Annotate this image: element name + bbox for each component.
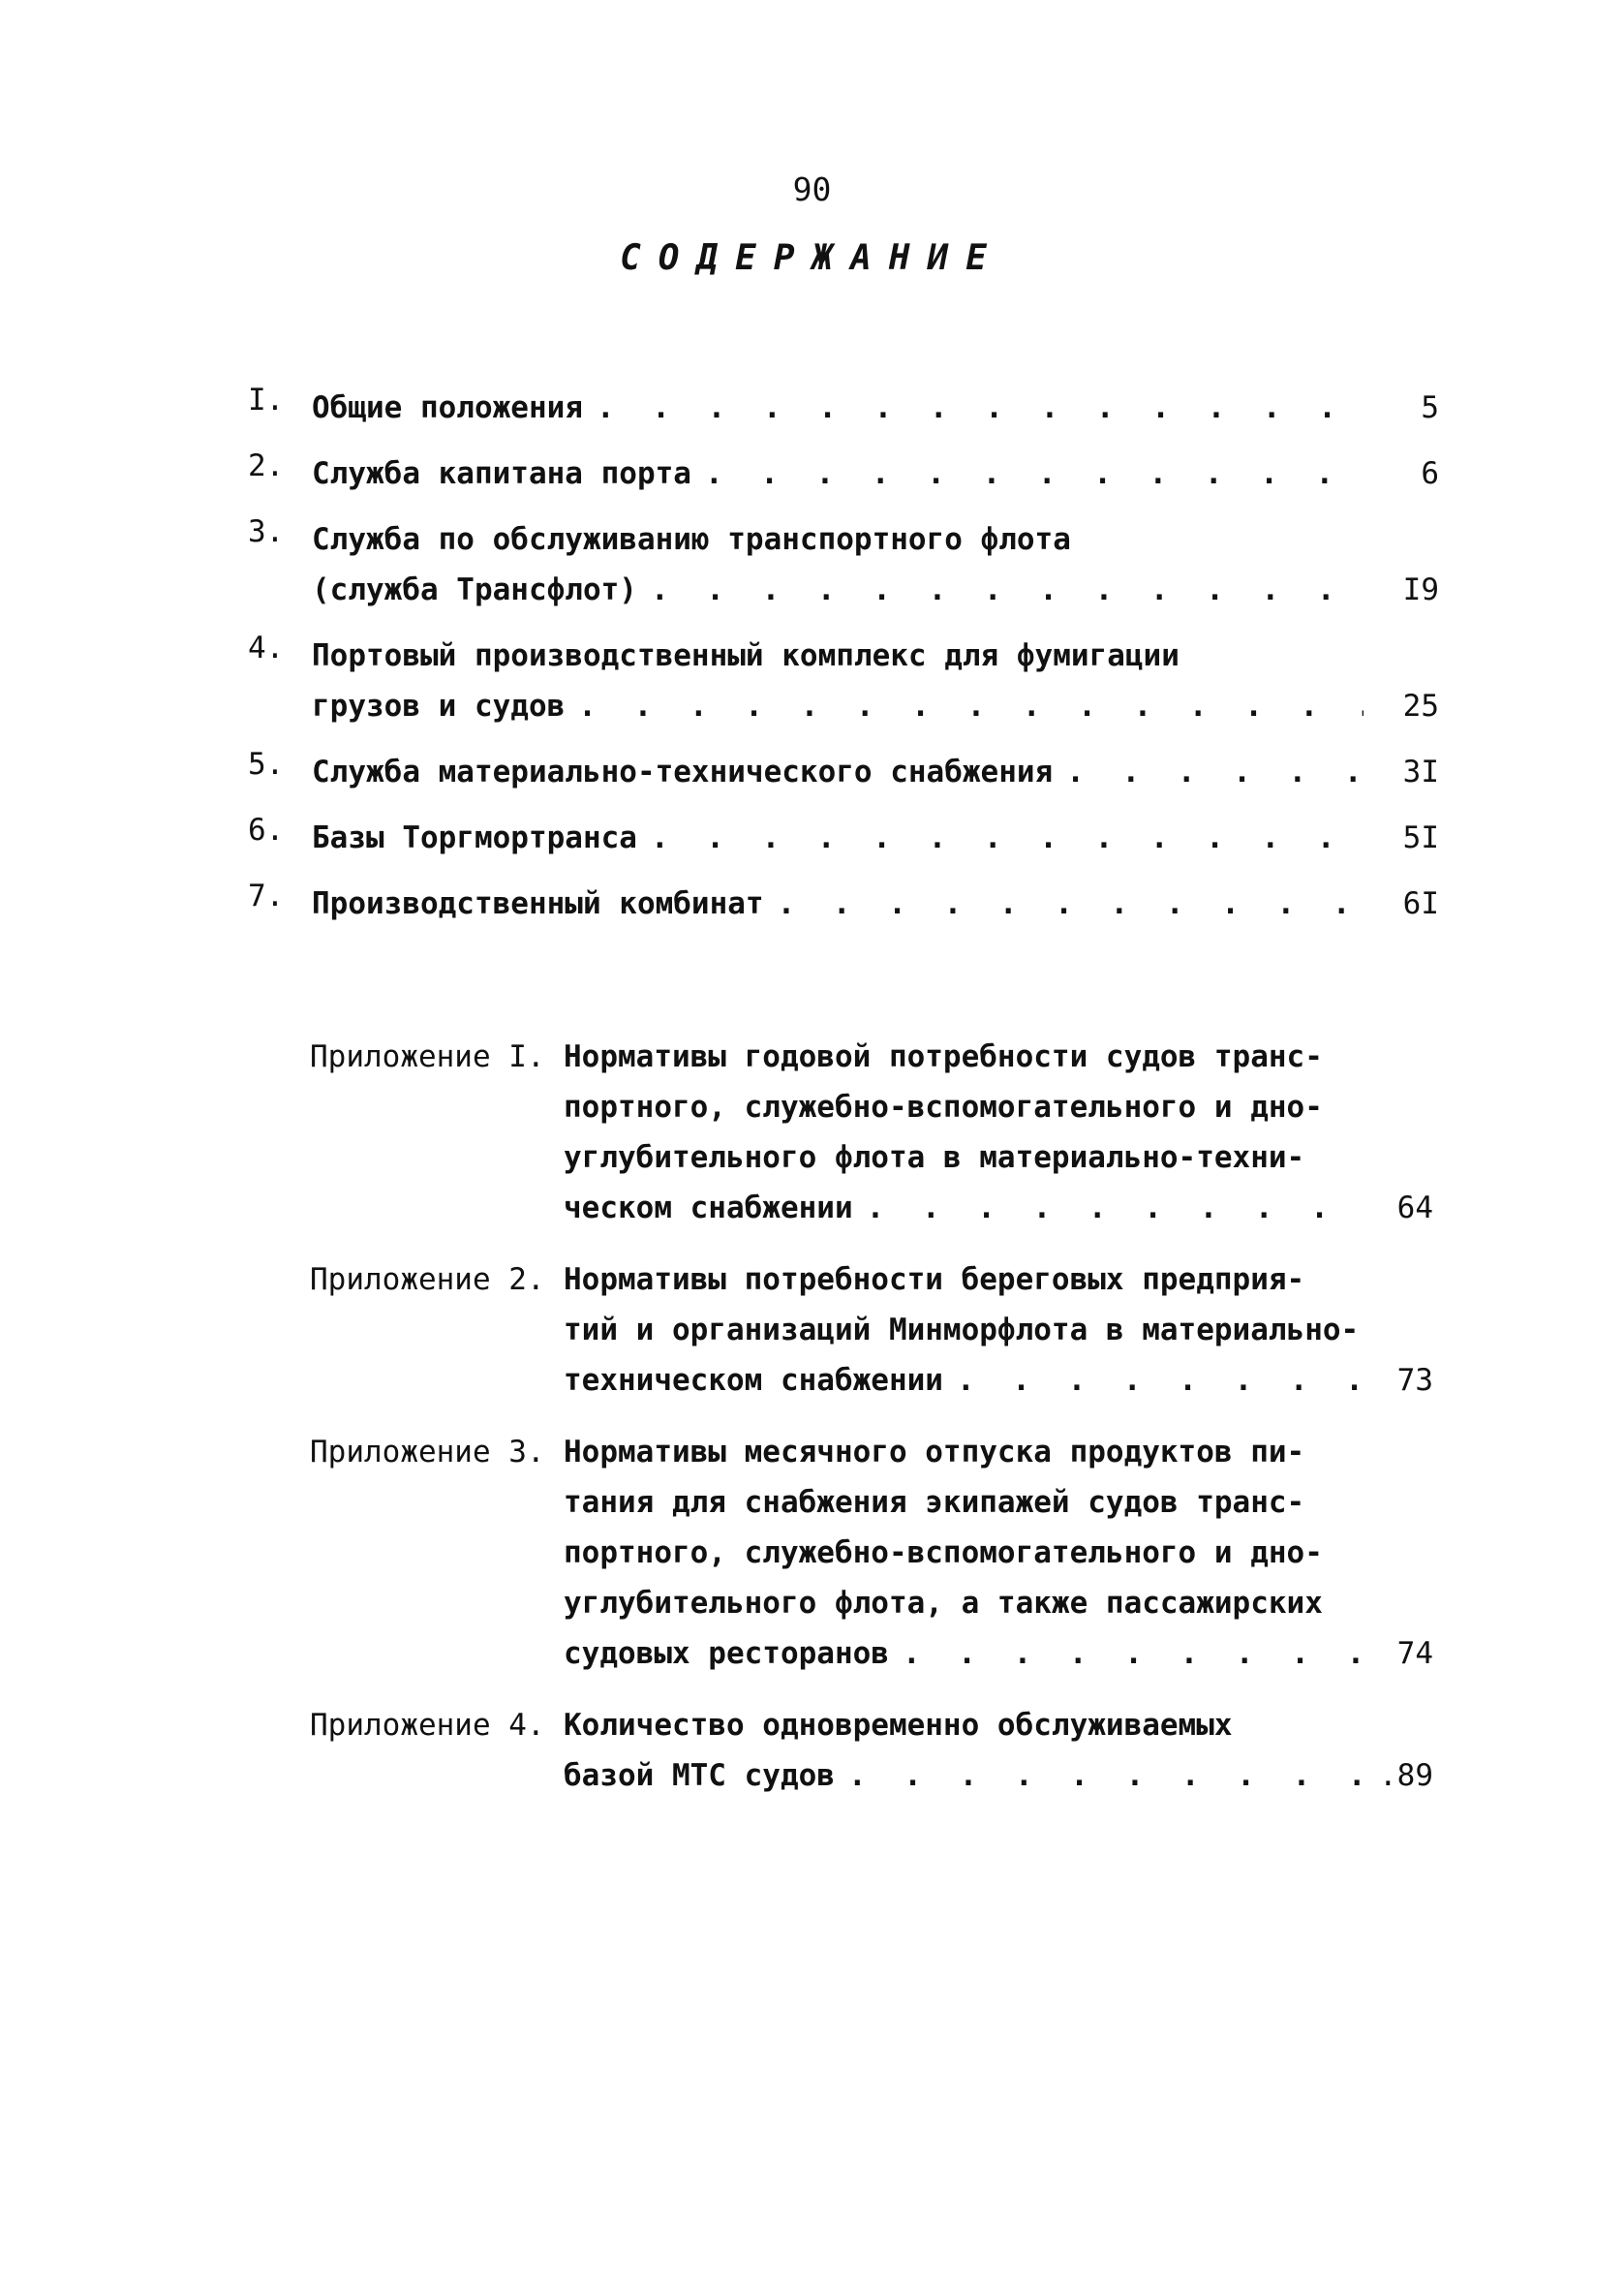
appendix-title-end: базой МТС судов <box>564 1758 835 1793</box>
entry-title: грузов и судов <box>312 689 566 724</box>
appendix-line <box>564 1750 1364 1801</box>
dot-leader <box>867 1183 1364 1233</box>
entry-line: Портовый производственный комплекс для фумигации <box>312 638 1180 673</box>
appendix-line: портного, служебно-вспомогательного и дно- <box>564 1535 1323 1570</box>
appendix-line <box>564 1628 1364 1679</box>
entry-number: 4. <box>248 631 285 665</box>
entry-body <box>312 449 1364 499</box>
appendix-entry-4 <box>310 1700 1433 1801</box>
appendix-line: Нормативы годовой потребности судов транс- <box>564 1039 1323 1074</box>
appendix-title-end: ческом снабжении <box>564 1191 853 1225</box>
dot-leader <box>651 565 1364 615</box>
entry-number: I. <box>248 383 285 418</box>
appendix-body <box>564 1427 1364 1679</box>
dot-leader <box>848 1750 1364 1801</box>
entry-number: 7. <box>248 879 285 913</box>
toc-entry-2 <box>248 449 1439 499</box>
appendix-line: тания для снабжения экипажей судов транс- <box>564 1485 1305 1520</box>
entry-page-number: 25 <box>1402 689 1439 724</box>
entry-page-number: 6 <box>1421 456 1439 491</box>
appendix-line: портного, служебно-вспомогательного и дно- <box>564 1090 1323 1125</box>
appendix-label: Приложение 2. <box>310 1262 545 1297</box>
entry-line <box>312 747 1364 797</box>
entry-page-number: 3I <box>1402 755 1439 789</box>
entry-page-number: 5 <box>1421 390 1439 425</box>
entry-title: Служба материально-технического снабжения <box>312 755 1054 789</box>
toc-main-section <box>248 383 1439 944</box>
entry-line <box>312 449 1364 499</box>
entry-body <box>312 514 1364 615</box>
appendix-body <box>564 1700 1364 1801</box>
dot-leader <box>1066 747 1364 797</box>
page-title: СОДЕРЖАНИЕ <box>620 238 1004 278</box>
entry-body <box>312 747 1364 797</box>
entry-number: 2. <box>248 449 285 483</box>
entry-line <box>312 565 1364 615</box>
entry-body <box>312 879 1364 929</box>
appendix-page-number: 74 <box>1396 1636 1433 1671</box>
appendix-title-end: судовых ресторанов <box>564 1636 889 1671</box>
appendix-title-end: техническом снабжении <box>564 1363 943 1398</box>
dot-leader <box>651 813 1364 863</box>
entry-line <box>312 681 1364 731</box>
entry-title: Базы Торгмортранса <box>312 820 637 855</box>
appendix-label: Приложение I. <box>310 1039 545 1074</box>
appendix-label: Приложение 4. <box>310 1708 545 1743</box>
appendix-page-number: 73 <box>1396 1363 1433 1398</box>
entry-body <box>312 813 1364 863</box>
entry-number: 5. <box>248 747 285 782</box>
appendix-line: Нормативы месячного отпуска продуктов пи- <box>564 1435 1305 1469</box>
appendix-entry-3 <box>310 1427 1433 1679</box>
toc-entry-7 <box>248 879 1439 929</box>
page-number: 90 <box>792 170 832 208</box>
dot-leader <box>705 449 1364 499</box>
appendix-line: углубительного флота, а также пассажирских <box>564 1586 1323 1621</box>
dot-leader <box>578 681 1364 731</box>
appendix-body <box>564 1254 1364 1406</box>
dot-leader <box>957 1355 1364 1406</box>
toc-entry-3 <box>248 514 1439 615</box>
toc-entry-1 <box>248 383 1439 433</box>
appendix-entry-1 <box>310 1032 1433 1233</box>
entry-line: Служба по обслуживанию транспортного флота <box>312 522 1071 557</box>
entry-title: Служба капитана порта <box>312 456 691 491</box>
entry-title: (служба Трансфлот) <box>312 572 637 607</box>
entry-number: 3. <box>248 514 285 549</box>
toc-entry-5 <box>248 747 1439 797</box>
entry-line <box>312 813 1364 863</box>
entry-page-number: 5I <box>1402 820 1439 855</box>
appendix-line <box>564 1355 1364 1406</box>
appendix-page-number: .89 <box>1379 1758 1433 1793</box>
entry-line <box>312 879 1364 929</box>
appendix-line: углубительного флота в материально-техни- <box>564 1140 1305 1175</box>
entry-page-number: I9 <box>1402 572 1439 607</box>
appendix-label: Приложение 3. <box>310 1435 545 1469</box>
entry-line <box>312 383 1364 433</box>
entry-body <box>312 631 1364 731</box>
appendix-line: тий и организаций Минморфлота в материально- <box>564 1313 1360 1347</box>
toc-appendices-section <box>310 1032 1433 1822</box>
appendix-line <box>564 1183 1364 1233</box>
entry-body <box>312 383 1364 433</box>
entry-page-number: 6I <box>1402 886 1439 921</box>
entry-title: Общие положения <box>312 390 583 425</box>
dot-leader <box>903 1628 1364 1679</box>
appendix-page-number: 64 <box>1396 1191 1433 1225</box>
entry-number: 6. <box>248 813 285 848</box>
toc-entry-6 <box>248 813 1439 863</box>
appendix-line: Нормативы потребности береговых предприя- <box>564 1262 1305 1297</box>
appendix-body <box>564 1032 1364 1233</box>
toc-entry-4 <box>248 631 1439 731</box>
appendix-line: Количество одновременно обслуживаемых <box>564 1708 1233 1743</box>
entry-title: Производственный комбинат <box>312 886 764 921</box>
appendix-entry-2 <box>310 1254 1433 1406</box>
dot-leader <box>597 383 1364 433</box>
dot-leader <box>778 879 1364 929</box>
